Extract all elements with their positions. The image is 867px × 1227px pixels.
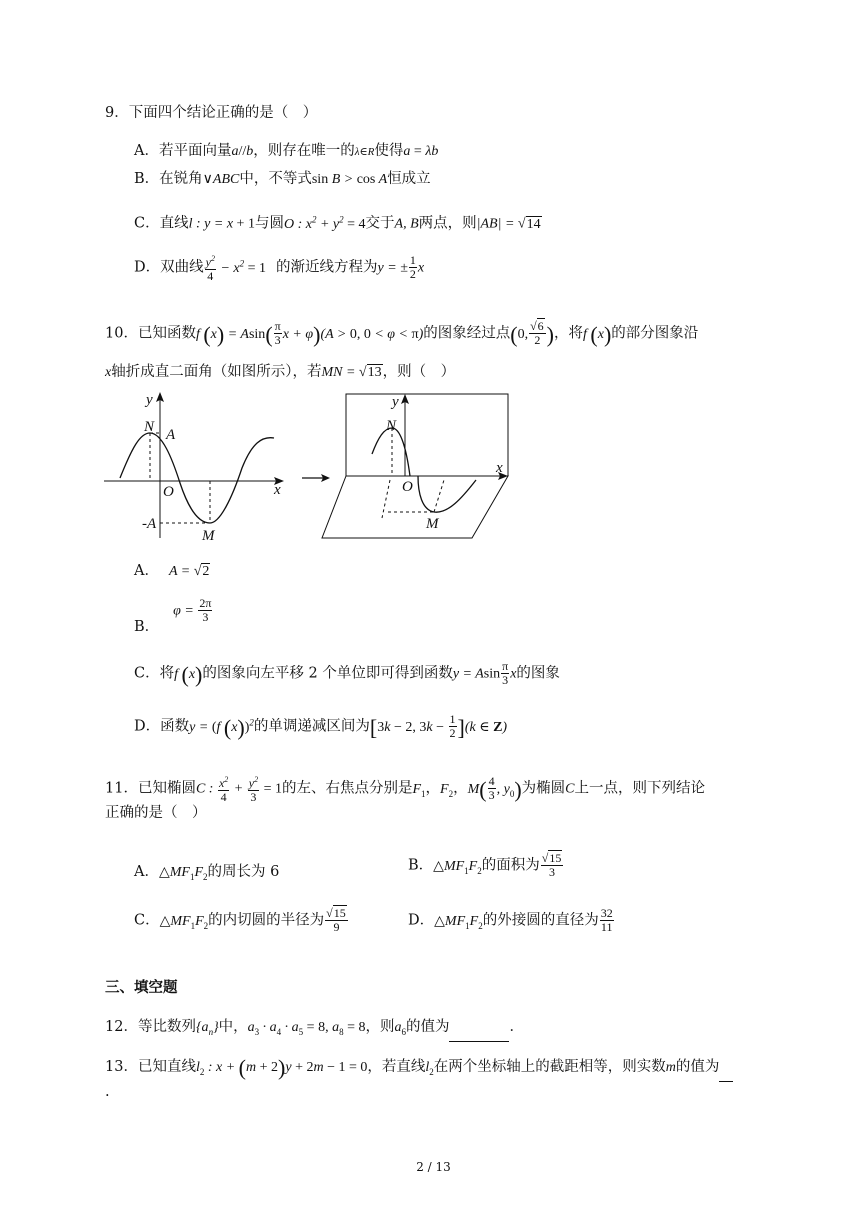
- q11-option-c: C．$\triangle MF_1F_2$的内切圆的半径为 $\frac{√15}{9}$: [134, 906, 346, 934]
- left-m-label: M: [202, 528, 215, 544]
- left-a-label: A: [166, 427, 176, 443]
- left-neg-a-label: -A: [142, 516, 157, 532]
- left-o-label: O: [163, 484, 174, 500]
- right-o-label: O: [402, 479, 413, 495]
- q9-option-d: D．双曲线 $\frac{y^2}{4}$ − $x^2 = 1$ 的渐近线方程为y = ± $\frac{1}{2}$ x: [134, 253, 425, 283]
- q9-stem: 9．下面四个结论正确的是（ ）: [105, 105, 318, 121]
- lower-curve: [418, 476, 476, 512]
- fold-diagram: [100, 388, 520, 548]
- page-number: 2 / 13: [416, 1160, 451, 1174]
- left-n-label: N: [144, 419, 155, 435]
- q13: 13．已知直线$l_2$ : x + (m + 2)y + 2m − 1 = 0，若直线$l_2$在两个坐标轴上的截距相等，则实数m的值为: [105, 1057, 733, 1082]
- right-n-label: N: [386, 418, 397, 434]
- q11-stem-line2: 正确的是（ ）: [105, 805, 207, 821]
- right-m-label: M: [426, 516, 439, 532]
- q11-option-b: B．$\triangle MF_1F_2$的面积为 $\frac{√15}{3}$: [408, 851, 562, 879]
- q12: 12．等比数列$\{a_n\}$中，$a_3 \cdot a_4 \cdot a_5 = 8$, $a_8 = 8$，则$a_6$的值为 ．: [105, 1017, 524, 1042]
- q9-option-c: C．直线l : y = x + 1与圆O : $x^2 + y^2 = 4$交于A, B两点，则|AB| = √14: [134, 214, 541, 232]
- left-y-label: y: [146, 392, 153, 408]
- right-x-label: x: [496, 460, 503, 476]
- q10-option-d: D．函数y = (f (x))$^2$的单调递减区间为[3k − 2, 3k − $\frac{1}{2}$ ](k ∈ Z): [134, 712, 508, 741]
- vertical-plane: [346, 394, 508, 476]
- horizontal-plane: [322, 476, 508, 538]
- q11-option-d: D．$\triangle MF_1F_2$的外接圆的直径为 $\frac{32}{11}$: [408, 906, 613, 934]
- q11-stem: 11．已知椭圆C : $\frac{x^2}{4}$ + $\frac{y^2}{3}$ = 1的左、右焦点分别是$F_1$，$F_2$，M( $\frac{4}{3}$ , $y_0$)为椭圆C上一点，则下列结论: [105, 774, 705, 804]
- left-sine-curve: [120, 433, 274, 523]
- q9-option-a: A．若平面向量a//b，则存在唯一的λ∈R使得a = λb: [134, 143, 439, 159]
- q10-option-c: C．将f (x)的图象向左平移 2 个单位即可得到函数y = Asin $\frac{\pi}{3}$ x的图象: [134, 659, 560, 687]
- q10-option-b: B．φ = $\frac{2\pi}{3}$: [134, 596, 212, 635]
- q10-line2: x轴折成直二面角（如图所示），若MN = √13，则（ ）: [105, 364, 456, 380]
- upper-curve: [372, 428, 410, 476]
- q10-option-a: A． A = √2: [134, 563, 210, 579]
- q10-stem: 10．已知函数f (x) = Asin( $\frac{\pi}{3}$ x + φ)(A > 0, 0 < φ < π)的图象经过点(0, $\frac{√6}{2}$ )，将f (x)的部分图象沿: [105, 319, 699, 347]
- section-title: 三、填空题: [105, 979, 178, 996]
- q11-option-a: A．$\triangle MF_1F_2$的周长为 6: [134, 864, 280, 882]
- q9-option-b: B．在锐角∨ABC中，不等式sin B > cos A恒成立: [134, 171, 431, 187]
- left-x-label: x: [274, 482, 281, 498]
- q13-end: .: [105, 1084, 110, 1100]
- right-y-label: y: [392, 394, 399, 410]
